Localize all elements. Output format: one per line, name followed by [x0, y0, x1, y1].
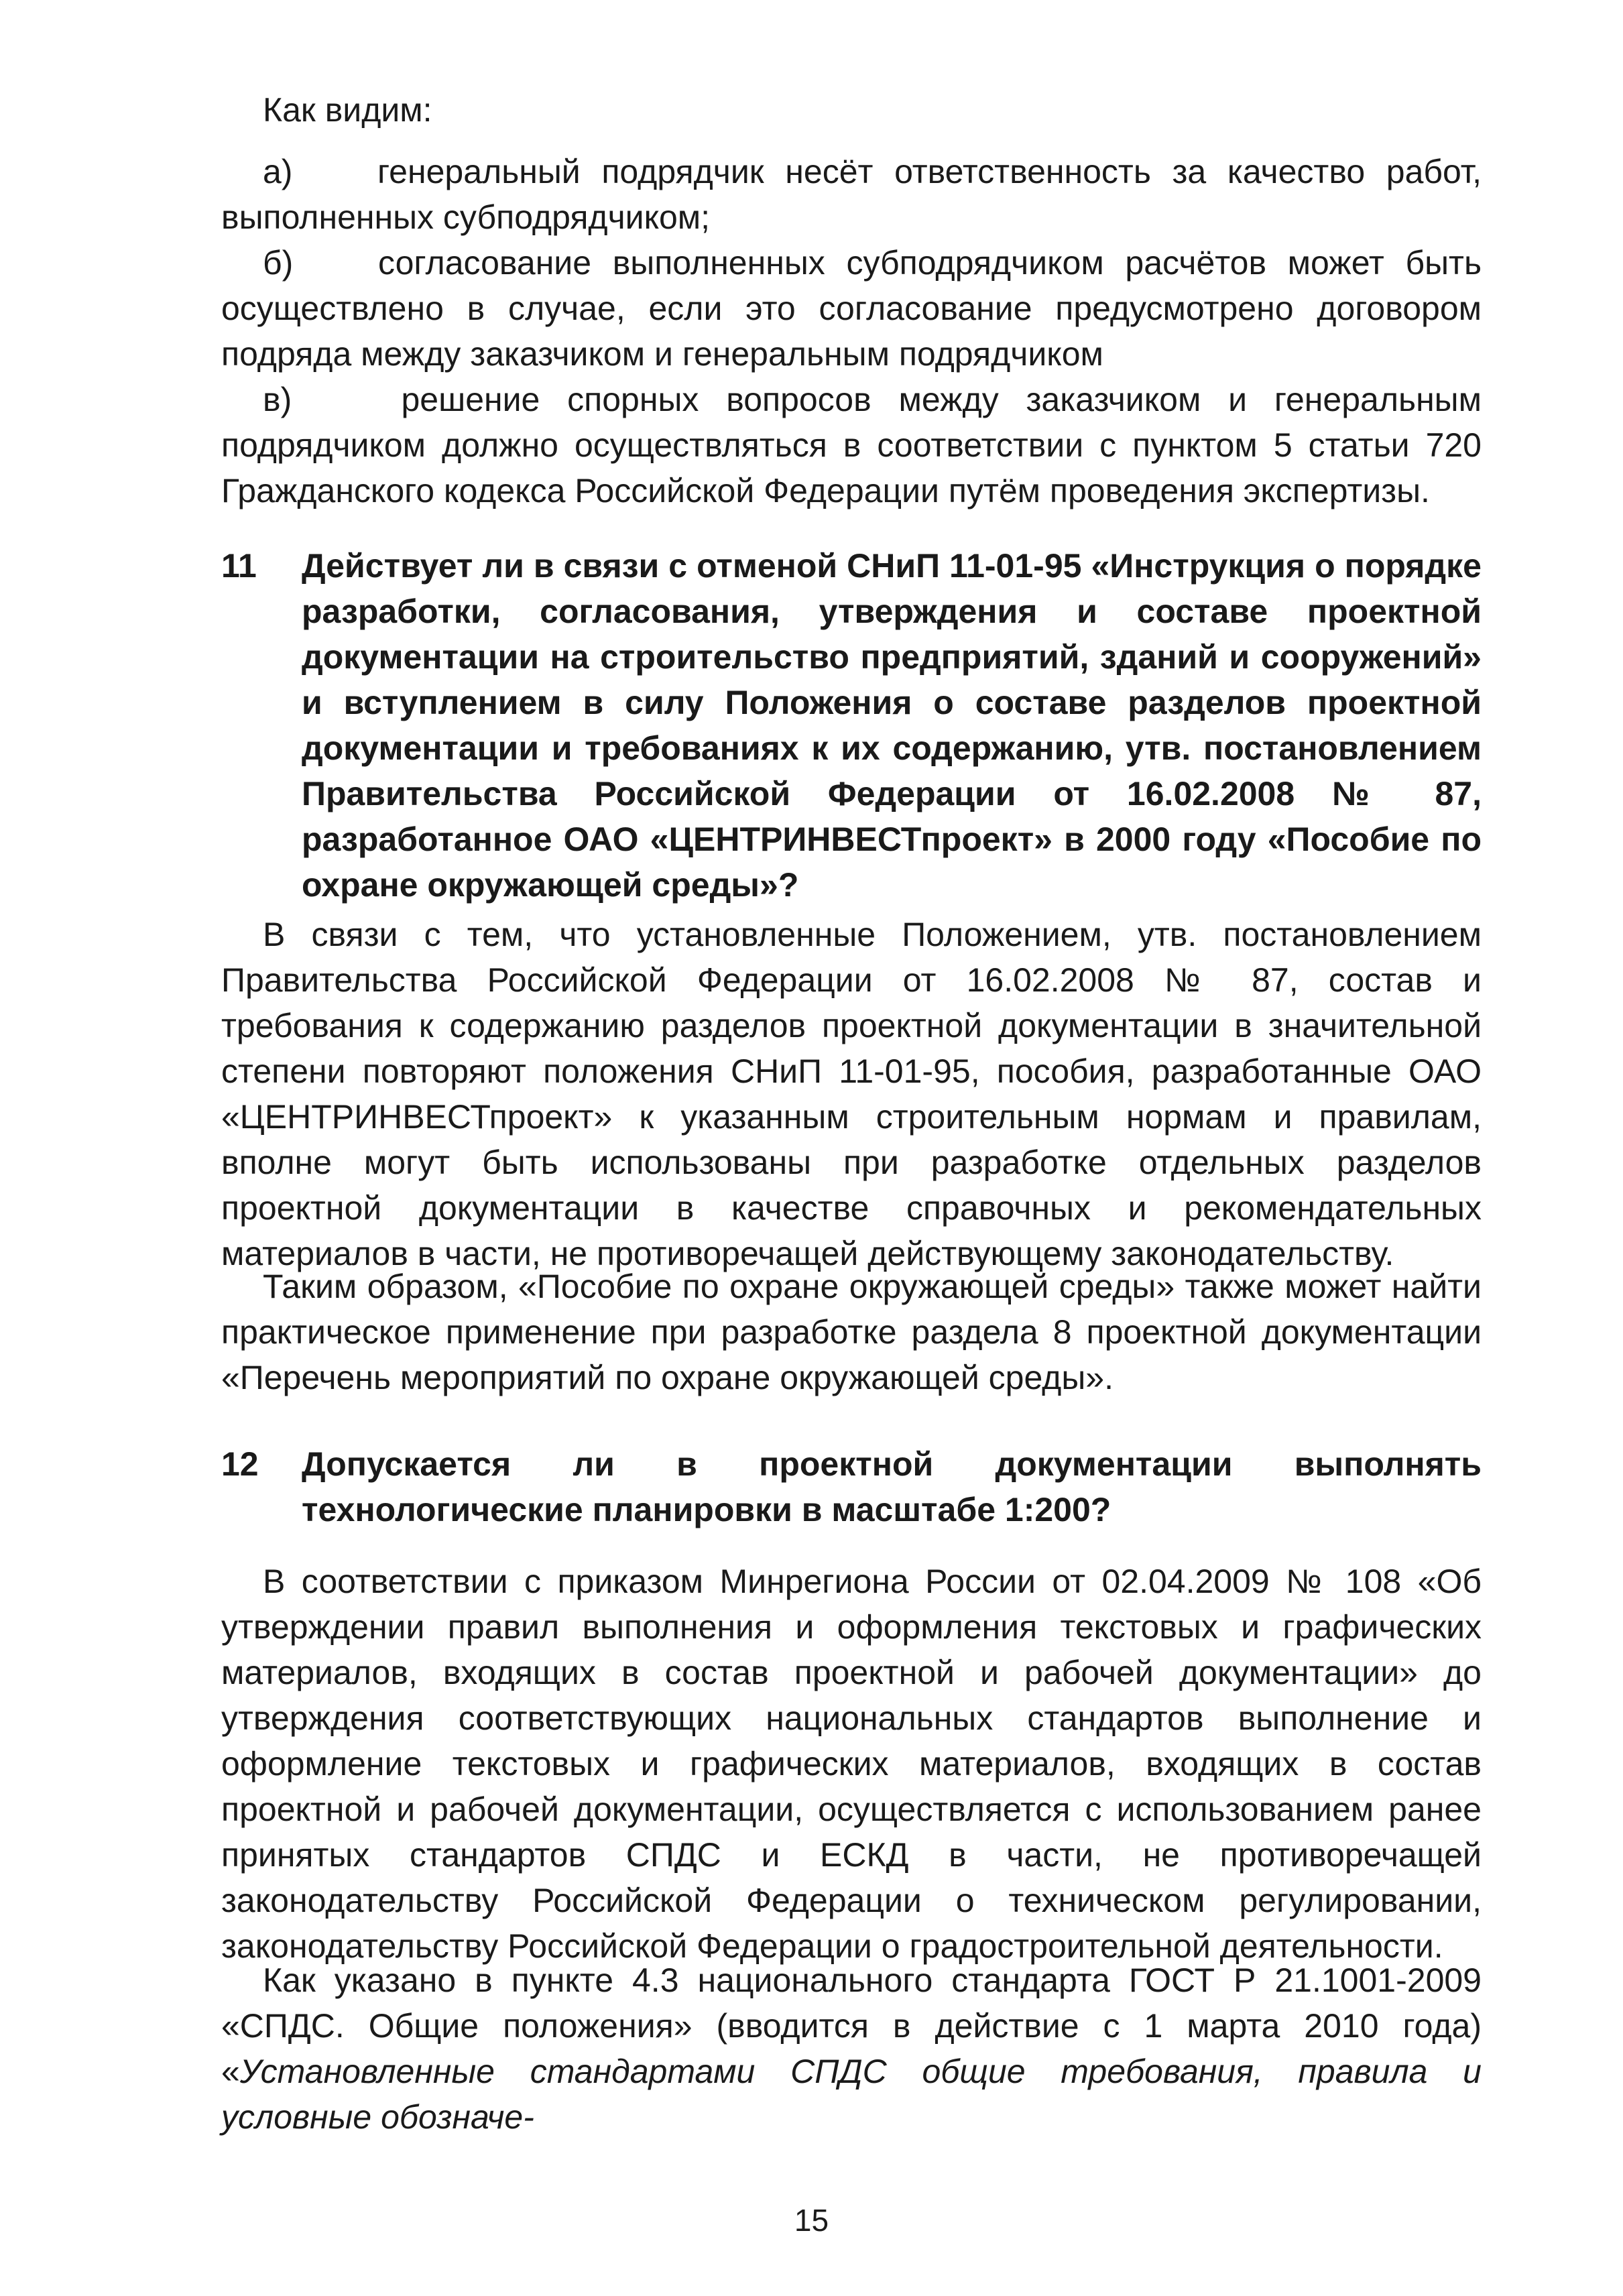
list-item [221, 149, 1482, 240]
question-text: Действует ли в связи с отменой СНиП 11-01-95 «Инструкция о порядке разработки, согласования, утверждения и составе проектной документации на строительство предприятий, зданий и сооружений» и вступлением в силу Положения о составе разделов проектной документации и требованиях к их содержанию, утв. постановлением Правительства Российской Федерации от 16.02.2008 № 87, разработанное ОАО «ЦЕНТРИНВЕСТпроект» в 2000 году «Пособие по охране окружающей среды»? [302, 547, 1482, 904]
list-item [221, 377, 1482, 513]
answer-12-paragraph-1: В соответствии с приказом Минрегиона России от 02.04.2009 № 108 «Об утверждении правил выполнения и оформления текстовых и графических материалов, входящих в состав проектной и рабочей документации» до утверждения соответствующих национальных стандартов выполнение и оформление текстовых и графических материалов, входящих в состав проектной и рабочей документации, осуществляется с использованием ранее принятых стандартов СПДС и ЕСКД в части, не противоречащей законодательству Российской Федерации о техническом регулировании, законодательству Российской Федерации о градостроительной деятельности. [221, 1563, 1482, 1965]
quoted-italic-text: Установленные стандартами СПДС общие требования, правила и условные обозначе- [221, 2053, 1482, 2136]
list-marker: а) [263, 153, 293, 190]
page-number: 15 [794, 2203, 829, 2238]
question-11 [221, 543, 1482, 908]
question-12 [221, 1441, 1482, 1532]
intro-text: Как видим: [263, 91, 432, 129]
question-number: 12 [221, 1445, 259, 1483]
list-item [221, 240, 1482, 377]
answer-12-paragraph-2 [221, 1957, 1482, 2140]
question-number: 11 [221, 547, 257, 585]
list-a [221, 149, 1482, 240]
answer-11-paragraph-1: В связи с тем, что установленные Положением, утв. постановлением Правительства Российской Федерации от 16.02.2008 № 87, состав и требования к содержанию разделов проектной документации в значительной степени повторяют положения СНиП 11-01-95, пособия, разработанные ОАО «ЦЕНТРИНВЕСТпроект» к указанным строительным нормам и правилам, вполне могут быть использованы при разработке отдельных разделов проектной документации в качестве справочных и рекомендательных материалов в части, не противоречащей действующему законодательству. [221, 916, 1482, 1272]
question-text: Допускается ли в проектной документации выполнять технологические планировки в масштабе 1:200? [302, 1445, 1482, 1528]
list-b [221, 240, 1482, 377]
list-marker: в) [263, 381, 292, 418]
paragraph-text: Как указано в пункте 4.3 национального стандарта ГОСТ Р 21.1001-2009 «СПДС. Общие положения» (вводится в действие с 1 марта 2010 года) « [221, 1961, 1482, 2090]
list-item-text: решение спорных вопросов между заказчиком и генеральным подрядчиком должно осуществляться в соответствии с пунктом 5 статьи 720 Гражданского кодекса Российской Федерации путём проведения экспертизы. [221, 381, 1482, 509]
answer-11-paragraph-2: Таким образом, «Пособие по охране окружающей среды» также может найти практическое применение при разработке раздела 8 проектной документации «Перечень мероприятий по охране окружающей среды». [221, 1268, 1482, 1396]
list-c [221, 377, 1482, 513]
list-item-text: согласование выполненных субподрядчиком расчётов может быть осуществлено в случае, если это согласование предусмотрено договором подряда между заказчиком и генеральным подрядчиком [221, 244, 1482, 373]
list-item-text: генеральный подрядчик несёт ответственность за качество работ, выполненных субподрядчиком; [221, 153, 1482, 236]
list-marker: б) [263, 244, 294, 282]
